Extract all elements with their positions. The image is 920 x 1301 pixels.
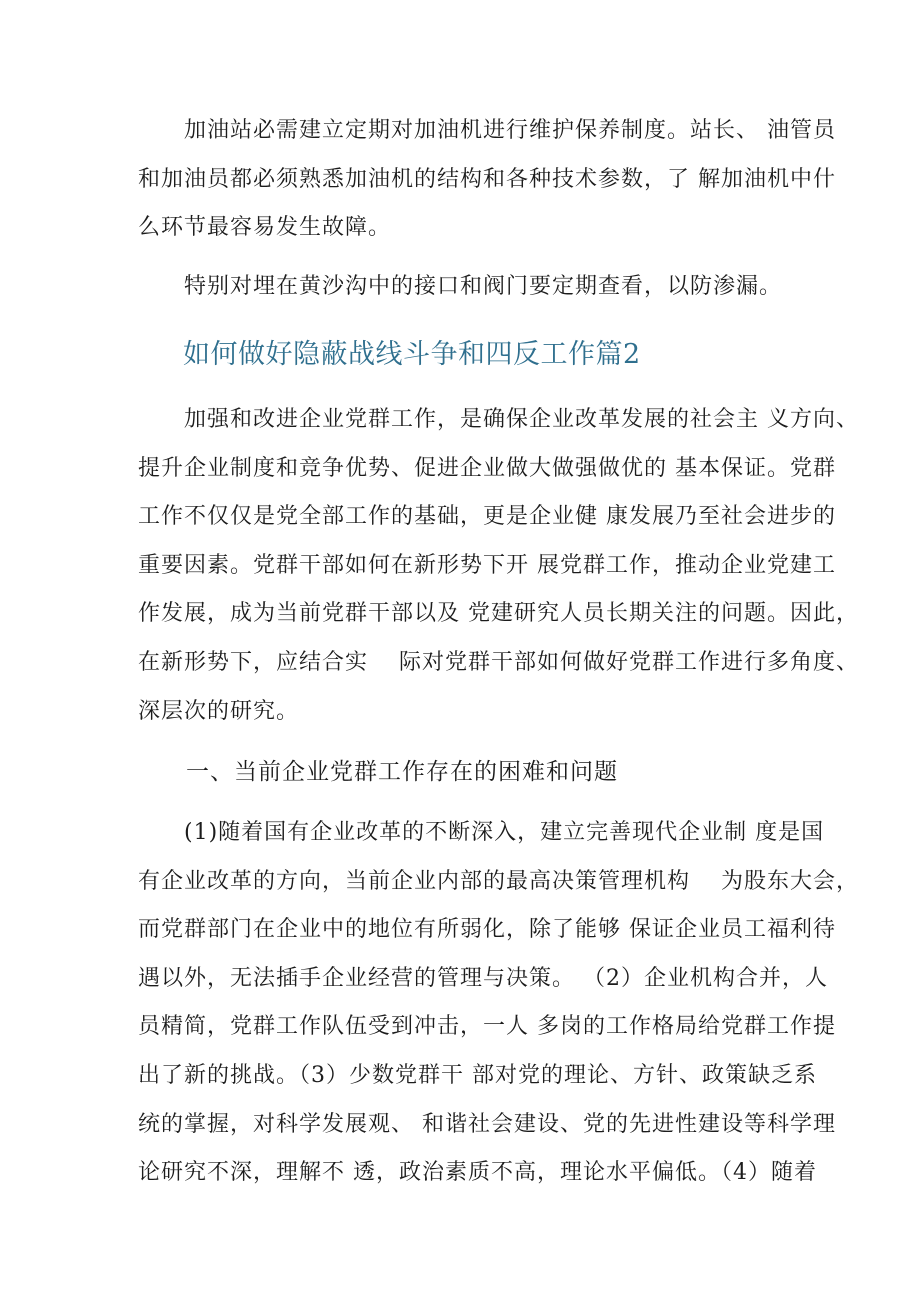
paragraph-line: 统的掌握，对科学发展观、 和谐社会建设、党的先进性建设等科学理 [138,1112,836,1137]
paragraph-line: 加强和改进企业党群工作，是确保企业改革发展的社会主 义方向、 [138,407,859,432]
paragraph-line: 员精简，党群工作队伍受到冲击，一人 多岗的工作格局给党群工作提 [138,1014,836,1039]
paragraph-line: 论研究不深，理解不 透，政治素质不高，理论水平偏低。（4）随着 [138,1160,817,1185]
paragraph-line: 出了新的挑战。（3）少数党群干 部对党的理论、方针、政策缺乏系 [138,1063,817,1088]
paragraph-line: 在新形势下，应结合实 际对党群干部如何做好党群工作进行多角度、 [138,650,859,675]
paragraph-line: 提升企业制度和竞争优势、促进企业做大做强做优的 基本保证。党群 [138,456,836,481]
paragraph-line: 么环节最容易发生故障。 [138,215,392,240]
paragraph-line: 工作不仅仅是党全部工作的基础，更是企业健 康发展乃至社会进步的 [138,504,836,529]
paragraph-line: 有企业改革的方向，当前企业内部的最高决策管理机构 为股东大会， [138,869,859,894]
section-heading: 如何做好隐蔽战线斗争和四反工作篇2 [183,339,641,370]
paragraph-line: 和加油员都必须熟悉加油机的结构和各种技术参数，了 解加油机中什 [138,167,836,192]
paragraph-line: 遇以外，无法插手企业经营的管理与决策。 （2）企业机构合并，人 [138,966,828,991]
paragraph-line: 深层次的研究。 [138,699,300,724]
paragraph-line: 加油站必需建立定期对加油机进行维护保养制度。站长、 油管员 [138,118,836,143]
section-title: 一、当前企业党群工作存在的困难和问题 [138,759,618,785]
paragraph-line: 而党群部门在企业中的地位有所弱化，除了能够 保证企业员工福利待 [138,917,836,942]
paragraph-line: 特别对埋在黄沙沟中的接口和阀门要定期查看，以防渗漏。 [138,274,783,299]
paragraph-line: 重要因素。党群干部如何在新形势下开 展党群工作，推动企业党建工 [138,553,836,578]
paragraph-line: 作发展，成为当前党群干部以及 党建研究人员长期关注的问题。因此， [138,601,859,626]
paragraph-line: (1)随着国有企业改革的不断深入，建立完善现代企业制 度是国 [138,820,825,845]
